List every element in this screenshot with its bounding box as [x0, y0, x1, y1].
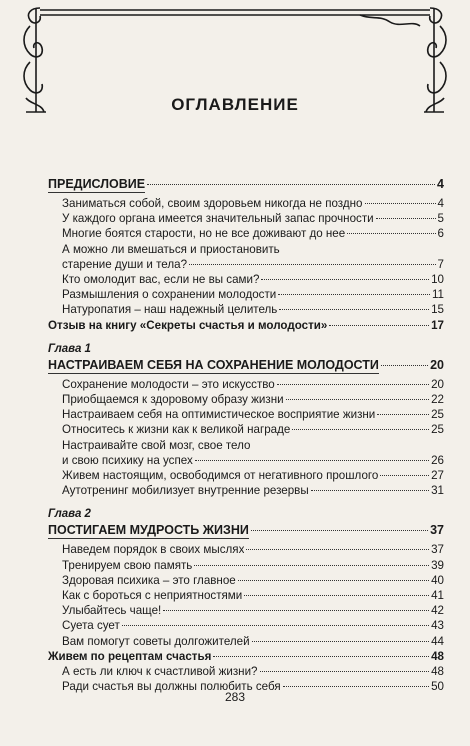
toc-entry: Вам помогут советы долгожителей 44 [62, 634, 444, 648]
table-of-contents [48, 176, 444, 694]
toc-entry: А есть ли ключ к счастливой жизни? 48 [62, 665, 444, 679]
toc-entry: Сохранение молодости – это искусство 20 [62, 377, 444, 391]
toc-entry: Тренируем свою память 39 [62, 558, 444, 572]
toc-entry: Наведем порядок в своих мыслях 37 [62, 543, 444, 557]
toc-entry: старение души и тела? 7 [62, 257, 444, 271]
dot-leader [147, 184, 435, 185]
toc-entry: и свою психику на успех 26 [62, 453, 444, 467]
chapter-2-label: Глава 2 [48, 508, 91, 521]
chapter-1-heading: НАСТРАИВАЕМ СЕБЯ НА СОХРАНЕНИЕ МОЛОДОСТИ 20 [48, 357, 444, 372]
toc-entry: У каждого органа имеется значительный запас прочности 5 [62, 212, 444, 226]
toc-entry: Приобщаемся к здоровому образу жизни 22 [62, 393, 444, 407]
toc-entry: Натуропатия – наш надежный целитель 15 [62, 303, 444, 317]
chapter-1-label: Глава 1 [48, 342, 91, 355]
page-title: ОГЛАВЛЕНИЕ [171, 95, 299, 114]
toc-preface-heading [48, 176, 444, 193]
toc-recipes-section: Живем по рецептам счастья 48 [48, 649, 444, 663]
toc-entry: Кто омолодит вас, если не вы сами? 10 [62, 273, 444, 287]
toc-entry: Настраиваем себя на оптимистическое восприятие жизни 25 [62, 408, 444, 422]
toc-entry: Аутотренинг мобилизует внутренние резервы 31 [62, 484, 444, 498]
toc-entry: Относитесь к жизни как к великой награде 25 [62, 423, 444, 437]
toc-entry-page: 4 [437, 177, 444, 191]
toc-entry: Размышления о сохранении молодости 11 [62, 288, 444, 302]
toc-entry-first-line: А можно ли вмешаться и приостановить [62, 242, 280, 256]
toc-entry-title: ПРЕДИСЛОВИЕ [48, 177, 146, 191]
toc-entry: Улыбайтесь чаще! 42 [62, 604, 444, 618]
toc-entry: Заниматься собой, своим здоровьем никогда не поздно 4 [62, 197, 444, 210]
toc-entry: Здоровая психика – это главное 40 [62, 573, 444, 587]
toc-review-entry: Отзыв на книгу «Секреты счастья и молодости» 17 [48, 318, 444, 332]
toc-entry: Живем настоящим, освободимся от негативного прошлого 27 [62, 469, 444, 483]
toc-entry: Ради счастья вы должны полюбить себя 50 [62, 680, 444, 694]
chapter-2-heading: ПОСТИГАЕМ МУДРОСТЬ ЖИЗНИ 37 [48, 523, 444, 538]
toc-entry: Многие боятся старости, но не все доживают до нее 6 [62, 227, 444, 241]
toc-entry: Суета сует 43 [62, 619, 444, 633]
toc-entry-first-line: Настраивайте свой мозг, свое тело [62, 438, 251, 452]
page-number: 283 [224, 690, 246, 704]
toc-entry: Как с бороться с неприятностями 41 [62, 589, 444, 603]
